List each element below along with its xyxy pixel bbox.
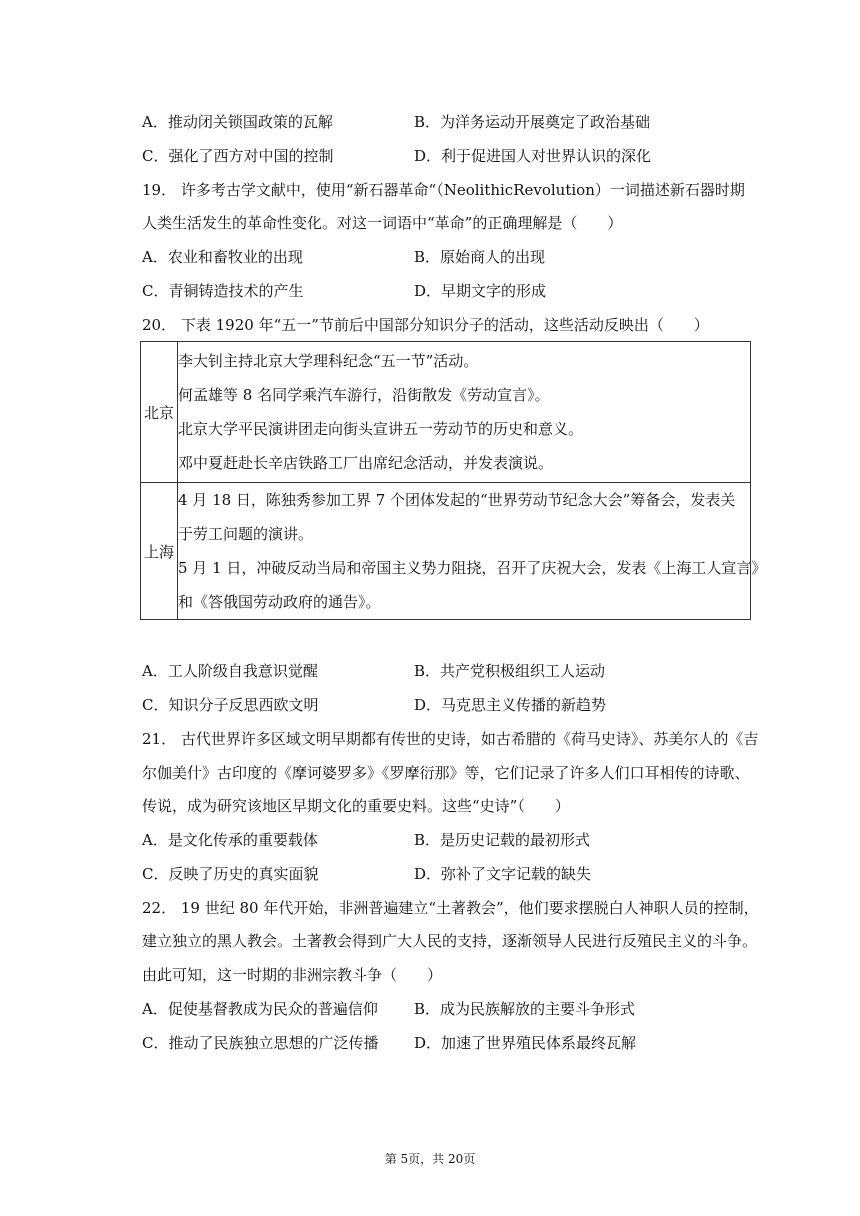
q18-option-b: B．为洋务运动开展奠定了政治基础 <box>414 113 651 131</box>
page-number-footer: 第 5页，共 20页 <box>384 1152 476 1166</box>
q22-stem-line1: 22． 19 世纪 80 年代开始，非洲普遍建立“土著教会”，他们要求摆脱白人神职人员的控制， <box>142 899 759 917</box>
q21-stem-line3: 传说，成为研究该地区早期文化的重要史料。这些“史诗”（ ） <box>142 797 570 815</box>
city-cell-beijing: 北京 <box>141 342 178 483</box>
q21-option-b: B．是历史记载的最初形式 <box>414 831 591 849</box>
q20-stem: 20． 下表 1920 年“五一”节前后中国部分知识分子的活动，这些活动反映出（ ） <box>142 316 709 334</box>
content-cell-beijing <box>178 342 751 483</box>
content-cell-shanghai <box>178 483 767 620</box>
q20-option-c: C．知识分子反思西欧文明 <box>142 696 319 714</box>
q21-option-c: C．反映了历史的真实面貌 <box>142 865 319 883</box>
city-cell-shanghai: 上海 <box>141 483 178 620</box>
q22-stem-line3: 由此可知，这一时期的非洲宗教斗争（ ） <box>142 966 443 984</box>
q22-stem-line2: 建立独立的黑人教会。土著教会得到广大人民的支持，逐渐领导人民进行反殖民主义的斗争。 <box>142 932 758 950</box>
beijing-activity-3: 北京大学平民演讲团走向街头宣讲五一劳动节的历史和意义。 <box>178 420 584 438</box>
table-row <box>141 342 751 483</box>
q21-stem-line2: 尔伽美什》古印度的《摩诃婆罗多》《罗摩衍那》等，它们记录了许多人们口耳相传的诗歌、 <box>142 764 750 782</box>
beijing-activity-2: 何孟雄等 8 名同学乘汽车游行，沿街散发《劳动宣言》。 <box>178 386 550 404</box>
q19-option-d: D．早期文字的形成 <box>414 282 547 300</box>
shanghai-activity-2a: 5 月 1 日，冲破反动当局和帝国主义势力阻挠，召开了庆祝大会，发表《上海工人宣言》 <box>178 559 767 577</box>
q22-option-d: D．加速了世界殖民体系最终瓦解 <box>414 1034 637 1052</box>
q20-option-d: D．马克思主义传播的新趋势 <box>414 696 607 714</box>
q22-option-a: A．促使基督教成为民众的普遍信仰 <box>142 1000 378 1018</box>
q19-stem-line1: 19． 许多考古学文献中，使用“新石器革命“（NeolithicRevolution）一词描述新石器时期 <box>142 181 745 199</box>
beijing-activity-4: 邓中夏赶赴长辛店铁路工厂出席纪念活动，并发表演说。 <box>178 454 554 472</box>
shanghai-activity-2b: 和《答俄国劳动政府的通告》。 <box>178 593 381 611</box>
shanghai-activity-1b: 于劳工问题的演讲。 <box>178 525 314 543</box>
q19-option-c: C．青铜铸造技术的产生 <box>142 282 304 300</box>
q21-stem-line1: 21． 古代世界许多区域文明早期都有传世的史诗，如古希腊的《荷马史诗》、苏美尔人的《吉 <box>142 730 759 748</box>
table-row <box>141 483 751 620</box>
beijing-activity-1: 李大钊主持北京大学理科纪念“五一节”活动。 <box>178 352 479 370</box>
q22-option-b: B．成为民族解放的主要斗争形式 <box>414 1000 636 1018</box>
q19-stem-line2: 人类生活发生的革命性变化。对这一词语中“革命”的正确理解是（ ） <box>142 214 623 232</box>
q22-option-c: C．推动了民族独立思想的广泛传播 <box>142 1034 379 1052</box>
q18-option-a: A．推动闭关锁国政策的瓦解 <box>142 113 333 131</box>
q18-option-c: C．强化了西方对中国的控制 <box>142 147 334 165</box>
q19-option-b: B．原始商人的出现 <box>414 248 546 266</box>
q20-activity-table <box>140 341 767 620</box>
q18-option-d: D．利于促进国人对世界认识的深化 <box>414 147 652 165</box>
q21-option-d: D．弥补了文字记载的缺失 <box>414 865 592 883</box>
q20-option-b: B．共产党积极组织工人运动 <box>414 662 606 680</box>
shanghai-activity-1a: 4 月 18 日，陈独秀参加工界 7 个团体发起的“世界劳动节纪念大会”筹备会，发表关 <box>178 491 736 509</box>
q19-option-a: A．农业和畜牧业的出现 <box>142 248 303 266</box>
q20-option-a: A．工人阶级自我意识觉醒 <box>142 662 318 680</box>
q21-option-a: A．是文化传承的重要载体 <box>142 831 318 849</box>
